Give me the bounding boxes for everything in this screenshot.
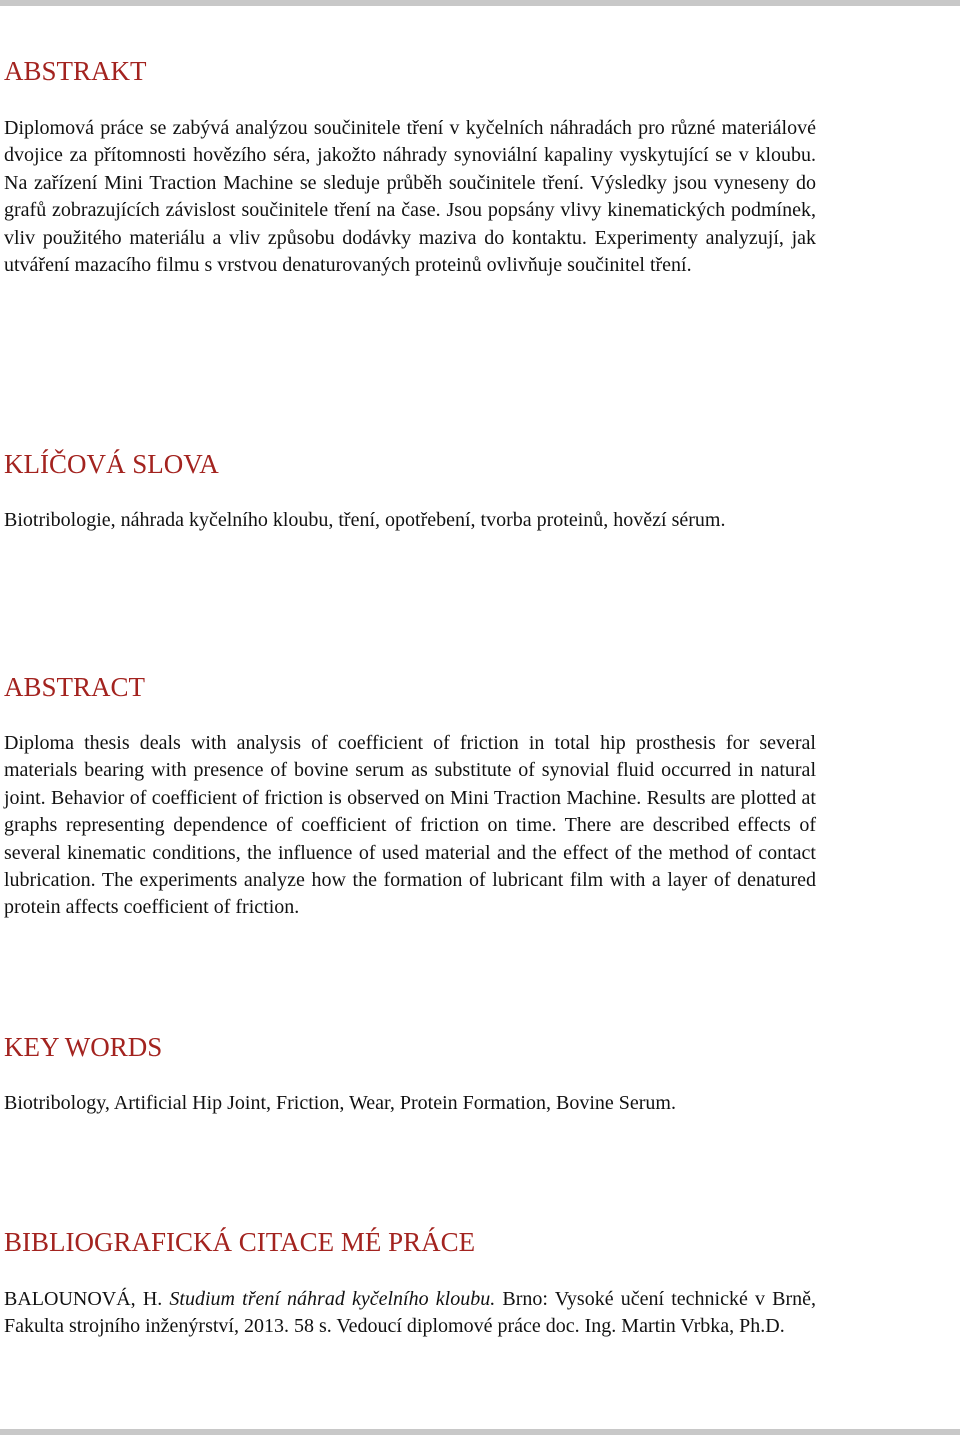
heading-abstract: ABSTRACT (4, 672, 146, 702)
citation-publisher: Brno: Vysoké učení technické v Brně, Fakulta strojního inženýrství, 2013. 58 s. Vedoucí diplomové práce doc. Ing. Martin Vrbka, Ph.D. (4, 1288, 817, 1338)
citation-title: Studium tření náhrad kyčelního kloubu. (169, 1288, 496, 1310)
bottom-rule (0, 1429, 960, 1435)
citation-text (4, 1286, 816, 1341)
heading-klicova-slova: KLÍČOVÁ SLOVA (4, 449, 219, 479)
klicova-slova-text: Biotribologie, náhrada kyčelního kloubu, tření, opotřebení, tvorba proteinů, hovězí sérum. (4, 509, 726, 531)
heading-citace: BIBLIOGRAFICKÁ CITACE MÉ PRÁCE (4, 1227, 476, 1257)
citation-author: BALOUNOVÁ, H. (4, 1288, 163, 1310)
top-rule (0, 0, 960, 6)
abstrakt-text: Diplomová práce se zabývá analýzou součinitele tření v kyčelních náhradách pro různé materiálové dvojice za přítomnosti hovězího séra, jakožto náhrady synoviální kapaliny vyskytující se v kloubu. Na zařízení Mini Traction Machine se sleduje průběh součinitele tření. Výsledky jsou vyneseny do grafů zobrazujících závislost součinitele tření na čase. Jsou popsány vlivy kinematických podmínek, vliv použitého materiálu a vliv způsobu dodávky maziva do kontaktu. Experimenty analyzují, jak utváření mazacího filmu s vrstvou denaturovaných proteinů ovlivňuje součinitel tření. (4, 117, 816, 277)
heading-key-words: KEY WORDS (4, 1032, 163, 1062)
key-words-text: Biotribology, Artificial Hip Joint, Friction, Wear, Protein Formation, Bovine Serum. (4, 1092, 676, 1114)
abstract-text: Diploma thesis deals with analysis of coefficient of friction in total hip prosthesis for several materials bearing with presence of bovine serum as substitute of synovial fluid occurred in natural joint. Behavior of coefficient of friction is observed on Mini Traction Machine. Results are plotted at graphs representing dependence of coefficient of friction on time. There are described effects of several kinematic conditions, the influence of used material and the effect of the method of contact lubrication. The experiments analyze how the formation of lubricant film with a layer of denatured protein affects coefficient of friction. (4, 732, 816, 919)
heading-abstrakt: ABSTRAKT (4, 56, 147, 86)
